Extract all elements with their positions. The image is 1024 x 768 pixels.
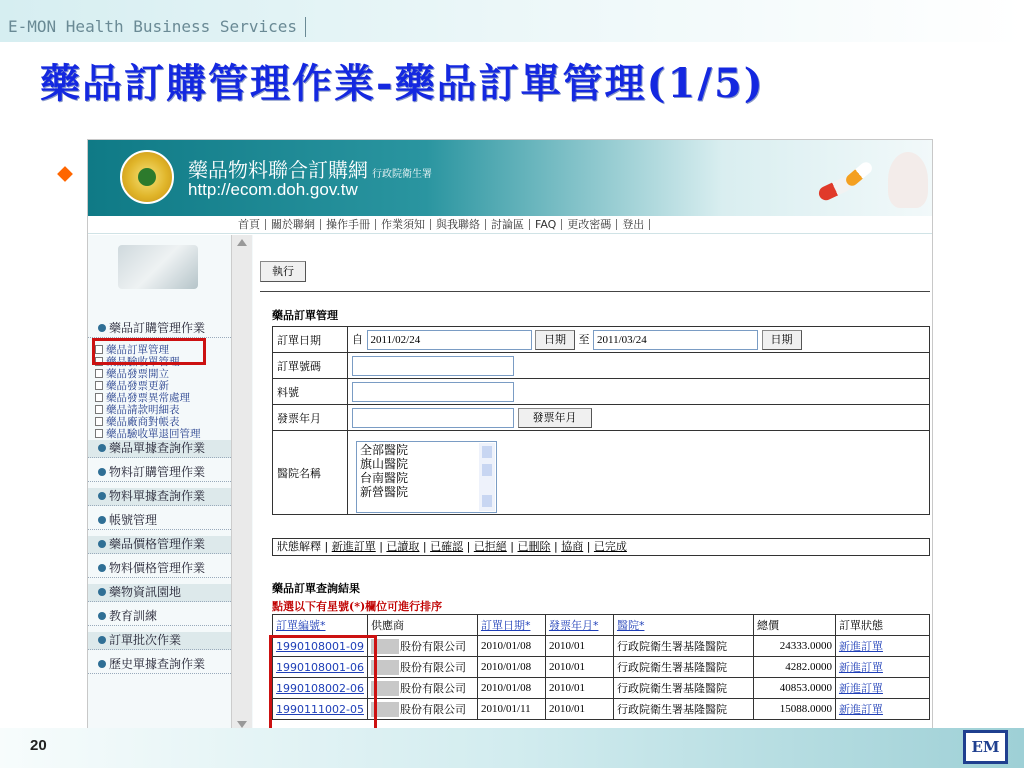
total-cell: 15088.0000 xyxy=(753,699,835,720)
sidebar-item-payment-detail[interactable] xyxy=(88,404,231,416)
sidebar-item-label: 藥品驗收單退回管理 xyxy=(106,428,201,440)
status-new[interactable]: 新進訂單 xyxy=(331,540,376,553)
sidebar xyxy=(88,235,253,731)
sidebar-item-label: 藥品請款明細表 xyxy=(106,404,180,416)
hospital-label: 醫院名稱 xyxy=(273,431,348,515)
scroll-up-icon[interactable] xyxy=(237,239,247,246)
sidebar-group-drug-price[interactable] xyxy=(88,536,231,554)
circle-arrow-icon xyxy=(98,492,106,500)
sidebar-group-material-order[interactable] xyxy=(88,464,231,482)
circle-arrow-icon xyxy=(98,588,106,596)
sidebar-image xyxy=(118,245,198,289)
circle-arrow-icon xyxy=(98,636,106,644)
hospital-option[interactable]: 旗山醫院 xyxy=(360,457,409,471)
site-title-text: 藥品物料聯合訂購網 xyxy=(188,158,368,182)
sidebar-item-invoice-update[interactable] xyxy=(88,380,231,392)
sidebar-item-label: 藥品發票更新 xyxy=(106,380,169,392)
document-icon xyxy=(95,405,103,414)
order-no-input[interactable] xyxy=(352,356,514,376)
sidebar-item-vendor-statement[interactable] xyxy=(88,416,231,428)
hospital-cell: 行政院衛生署基隆醫院 xyxy=(613,657,753,678)
scroll-down-icon[interactable] xyxy=(237,721,247,728)
sidebar-group-drug-query[interactable] xyxy=(88,440,231,458)
sidebar-group-label: 藥品訂購管理作業 xyxy=(109,321,206,335)
orange-capsule-icon xyxy=(844,160,875,188)
sort-hospital[interactable]: 醫院* xyxy=(616,619,645,632)
col-status: 訂單狀態 xyxy=(835,615,929,636)
results-title: 藥品訂單查詢結果 xyxy=(272,582,360,595)
hospital-cell: 行政院衛生署基隆醫院 xyxy=(613,699,753,720)
site-title xyxy=(188,154,432,183)
status-deleted[interactable]: 已刪除 xyxy=(517,540,551,553)
nav-home[interactable]: 首頁 xyxy=(233,219,266,230)
status-link[interactable]: 新進訂單 xyxy=(838,640,883,653)
slide-title: 藥品訂購管理作業-藥品訂單管理(1/5) xyxy=(40,60,765,107)
sidebar-item-label: 藥品發票異常處理 xyxy=(106,392,190,404)
status-legend-label: 狀態解釋 xyxy=(277,540,321,553)
circle-arrow-icon xyxy=(98,564,106,572)
date-from-input[interactable]: 2011/02/24 xyxy=(367,330,532,350)
circle-arrow-icon xyxy=(98,540,106,548)
sidebar-item-label: 藥品訂單管理 xyxy=(106,344,169,356)
status-read[interactable]: 已讀取 xyxy=(386,540,420,553)
sidebar-menu xyxy=(88,320,231,674)
sidebar-group-label: 教育訓練 xyxy=(109,609,158,623)
hospital-listbox[interactable] xyxy=(356,441,497,513)
circle-arrow-icon xyxy=(98,324,106,332)
scroll-up-icon[interactable] xyxy=(482,446,492,458)
vendor-cell: 股份有限公司 xyxy=(399,660,466,674)
em-logo: EM xyxy=(963,730,1008,764)
order-date-cell: 2010/01/08 xyxy=(477,657,545,678)
invoice-month-cell: 2010/01 xyxy=(545,678,613,699)
total-cell: 40853.0000 xyxy=(753,678,835,699)
item-no-label: 料號 xyxy=(273,379,348,405)
sidebar-group-label: 藥品單據查詢作業 xyxy=(109,441,206,455)
date-to-input[interactable]: 2011/03/24 xyxy=(593,330,758,350)
status-legend: 狀態解釋 | 新進訂單 | 已讀取 | 已確認 | 已拒絕 | 已刪除 | 協商 | 已完成 xyxy=(272,538,930,556)
status-link[interactable]: 新進訂單 xyxy=(838,703,883,716)
sort-order-no[interactable]: 訂單編號* xyxy=(276,619,326,632)
site-url: http://ecom.doh.gov.tw xyxy=(188,180,358,199)
brand-text: E-MON Health Business Services xyxy=(8,17,306,37)
invoice-month-cell: 2010/01 xyxy=(545,636,613,657)
circle-arrow-icon xyxy=(98,516,106,524)
order-date-label: 訂單日期 xyxy=(273,327,348,353)
page-number: 20 xyxy=(30,737,47,754)
sidebar-group-drug-order[interactable] xyxy=(88,320,231,338)
invoice-month-input[interactable] xyxy=(352,408,514,428)
item-no-input[interactable] xyxy=(352,382,514,402)
sidebar-item-receipt-return[interactable] xyxy=(88,428,231,440)
divider xyxy=(260,291,930,292)
site-subtitle: 行政院衛生署 xyxy=(372,169,432,180)
vendor-cell: 股份有限公司 xyxy=(399,681,466,695)
total-cell: 24333.0000 xyxy=(753,636,835,657)
sidebar-group-account[interactable] xyxy=(88,512,231,530)
sort-hint: 點選以下有星號(*)欄位可進行排序 xyxy=(272,600,443,613)
invoice-month-cell: 2010/01 xyxy=(545,699,613,720)
total-cell: 4282.0000 xyxy=(753,657,835,678)
sidebar-group-training[interactable] xyxy=(88,608,231,626)
circle-arrow-icon xyxy=(98,444,106,452)
nav-manual[interactable]: 操作手冊 xyxy=(321,219,376,230)
sidebar-item-label: 藥品廠商對帳表 xyxy=(106,416,180,428)
sidebar-scrollbar[interactable] xyxy=(231,235,252,731)
document-icon xyxy=(95,369,103,378)
sidebar-group-label: 歷史單據查詢作業 xyxy=(109,657,206,671)
hospital-option[interactable]: 全部醫院 xyxy=(360,443,409,457)
execute-button[interactable]: 執行 xyxy=(260,261,306,282)
sidebar-item-label: 藥品發票開立 xyxy=(106,368,169,380)
scroll-down-icon[interactable] xyxy=(482,495,492,507)
nav-change-password[interactable]: 更改密碼 xyxy=(562,219,617,230)
hospital-cell: 行政院衛生署基隆醫院 xyxy=(613,678,753,699)
nav-contact[interactable]: 與我聯絡 xyxy=(431,219,486,230)
status-completed[interactable]: 已完成 xyxy=(593,540,627,553)
listbox-scrollbar[interactable] xyxy=(479,443,495,511)
sidebar-group-label: 帳號管理 xyxy=(109,513,158,527)
sidebar-group-label: 物料單據查詢作業 xyxy=(109,489,206,503)
sort-invoice-month[interactable]: 發票年月* xyxy=(548,619,599,632)
nav-faq[interactable]: FAQ xyxy=(530,219,562,230)
nurse-image xyxy=(888,152,928,208)
top-nav xyxy=(88,216,933,234)
status-link[interactable]: 新進訂單 xyxy=(838,661,883,674)
nav-guidelines[interactable]: 作業須知 xyxy=(376,219,431,230)
sidebar-group-label: 藥品價格管理作業 xyxy=(109,537,206,551)
vendor-cell: 股份有限公司 xyxy=(399,702,466,716)
order-date-cell: 2010/01/11 xyxy=(477,699,545,720)
order-link[interactable]: 1990108001-06 xyxy=(276,660,364,674)
order-link[interactable]: 1990108002-06 xyxy=(276,681,364,695)
invoice-month-button[interactable]: 發票年月 xyxy=(518,408,592,428)
sidebar-item-label: 藥品驗收單管理 xyxy=(106,356,180,368)
circle-arrow-icon xyxy=(98,612,106,620)
sidebar-group-history-query[interactable] xyxy=(88,656,231,674)
status-rejected[interactable]: 已拒絕 xyxy=(473,540,507,553)
order-no-label: 訂單號碼 xyxy=(273,353,348,379)
sidebar-group-label: 物料訂購管理作業 xyxy=(109,465,206,479)
sidebar-item-invoice-issue[interactable] xyxy=(88,368,231,380)
document-icon xyxy=(95,429,103,438)
order-date-cell xyxy=(348,327,930,353)
from-label: 自 xyxy=(352,332,363,346)
doh-emblem-icon xyxy=(120,150,174,204)
sidebar-group-label: 藥物資訊園地 xyxy=(109,585,182,599)
hospital-option[interactable]: 新營醫院 xyxy=(360,485,409,499)
status-negotiate[interactable]: 協商 xyxy=(561,540,584,553)
col-vendor: 供應商 xyxy=(367,615,477,636)
scroll-thumb[interactable] xyxy=(482,464,492,476)
sidebar-group-drug-info[interactable] xyxy=(88,584,231,602)
vendor-cell: 股份有限公司 xyxy=(399,639,466,653)
status-link[interactable]: 新進訂單 xyxy=(838,682,883,695)
document-icon xyxy=(95,417,103,426)
sidebar-group-material-query[interactable] xyxy=(88,488,231,506)
highlight-box-order-ids xyxy=(269,635,377,731)
website-screenshot xyxy=(87,139,933,731)
section-title: 藥品訂單管理 xyxy=(272,309,338,322)
status-confirmed[interactable]: 已確認 xyxy=(430,540,464,553)
hospital-option[interactable]: 台南醫院 xyxy=(360,471,409,485)
sidebar-group-material-price[interactable] xyxy=(88,560,231,578)
nav-logout[interactable]: 登出 xyxy=(617,219,650,230)
invoice-month-label: 發票年月 xyxy=(273,405,348,431)
sidebar-item-invoice-exception[interactable] xyxy=(88,392,231,404)
hospital-cell: 行政院衛生署基隆醫院 xyxy=(613,636,753,657)
table-header-row xyxy=(273,615,930,636)
order-link[interactable]: 1990111002-05 xyxy=(276,702,364,716)
site-header xyxy=(88,140,933,216)
to-label: 至 xyxy=(578,332,590,346)
nav-about[interactable]: 關於聯網 xyxy=(266,219,321,230)
order-date-cell: 2010/01/08 xyxy=(477,636,545,657)
order-date-cell: 2010/01/08 xyxy=(477,678,545,699)
highlight-box-sidebar xyxy=(92,338,206,365)
header-pills-image xyxy=(808,150,928,210)
sidebar-group-batch-order[interactable] xyxy=(88,632,231,650)
document-icon xyxy=(95,393,103,402)
sort-order-date[interactable]: 訂單日期* xyxy=(480,619,531,632)
document-icon xyxy=(95,381,103,390)
diamond-bullet-icon xyxy=(57,166,73,182)
col-total: 總價 xyxy=(753,615,835,636)
slide-footer-band xyxy=(0,728,1024,768)
circle-arrow-icon xyxy=(98,468,106,476)
date-to-picker-button[interactable]: 日期 xyxy=(762,330,802,350)
date-from-picker-button[interactable]: 日期 xyxy=(535,330,575,350)
sidebar-group-label: 物料價格管理作業 xyxy=(109,561,206,575)
circle-arrow-icon xyxy=(98,660,106,668)
nav-forum[interactable]: 討論區 xyxy=(486,219,530,230)
invoice-month-cell: 2010/01 xyxy=(545,657,613,678)
sidebar-group-label: 訂單批次作業 xyxy=(109,633,182,647)
order-link[interactable]: 1990108001-09 xyxy=(276,639,364,653)
